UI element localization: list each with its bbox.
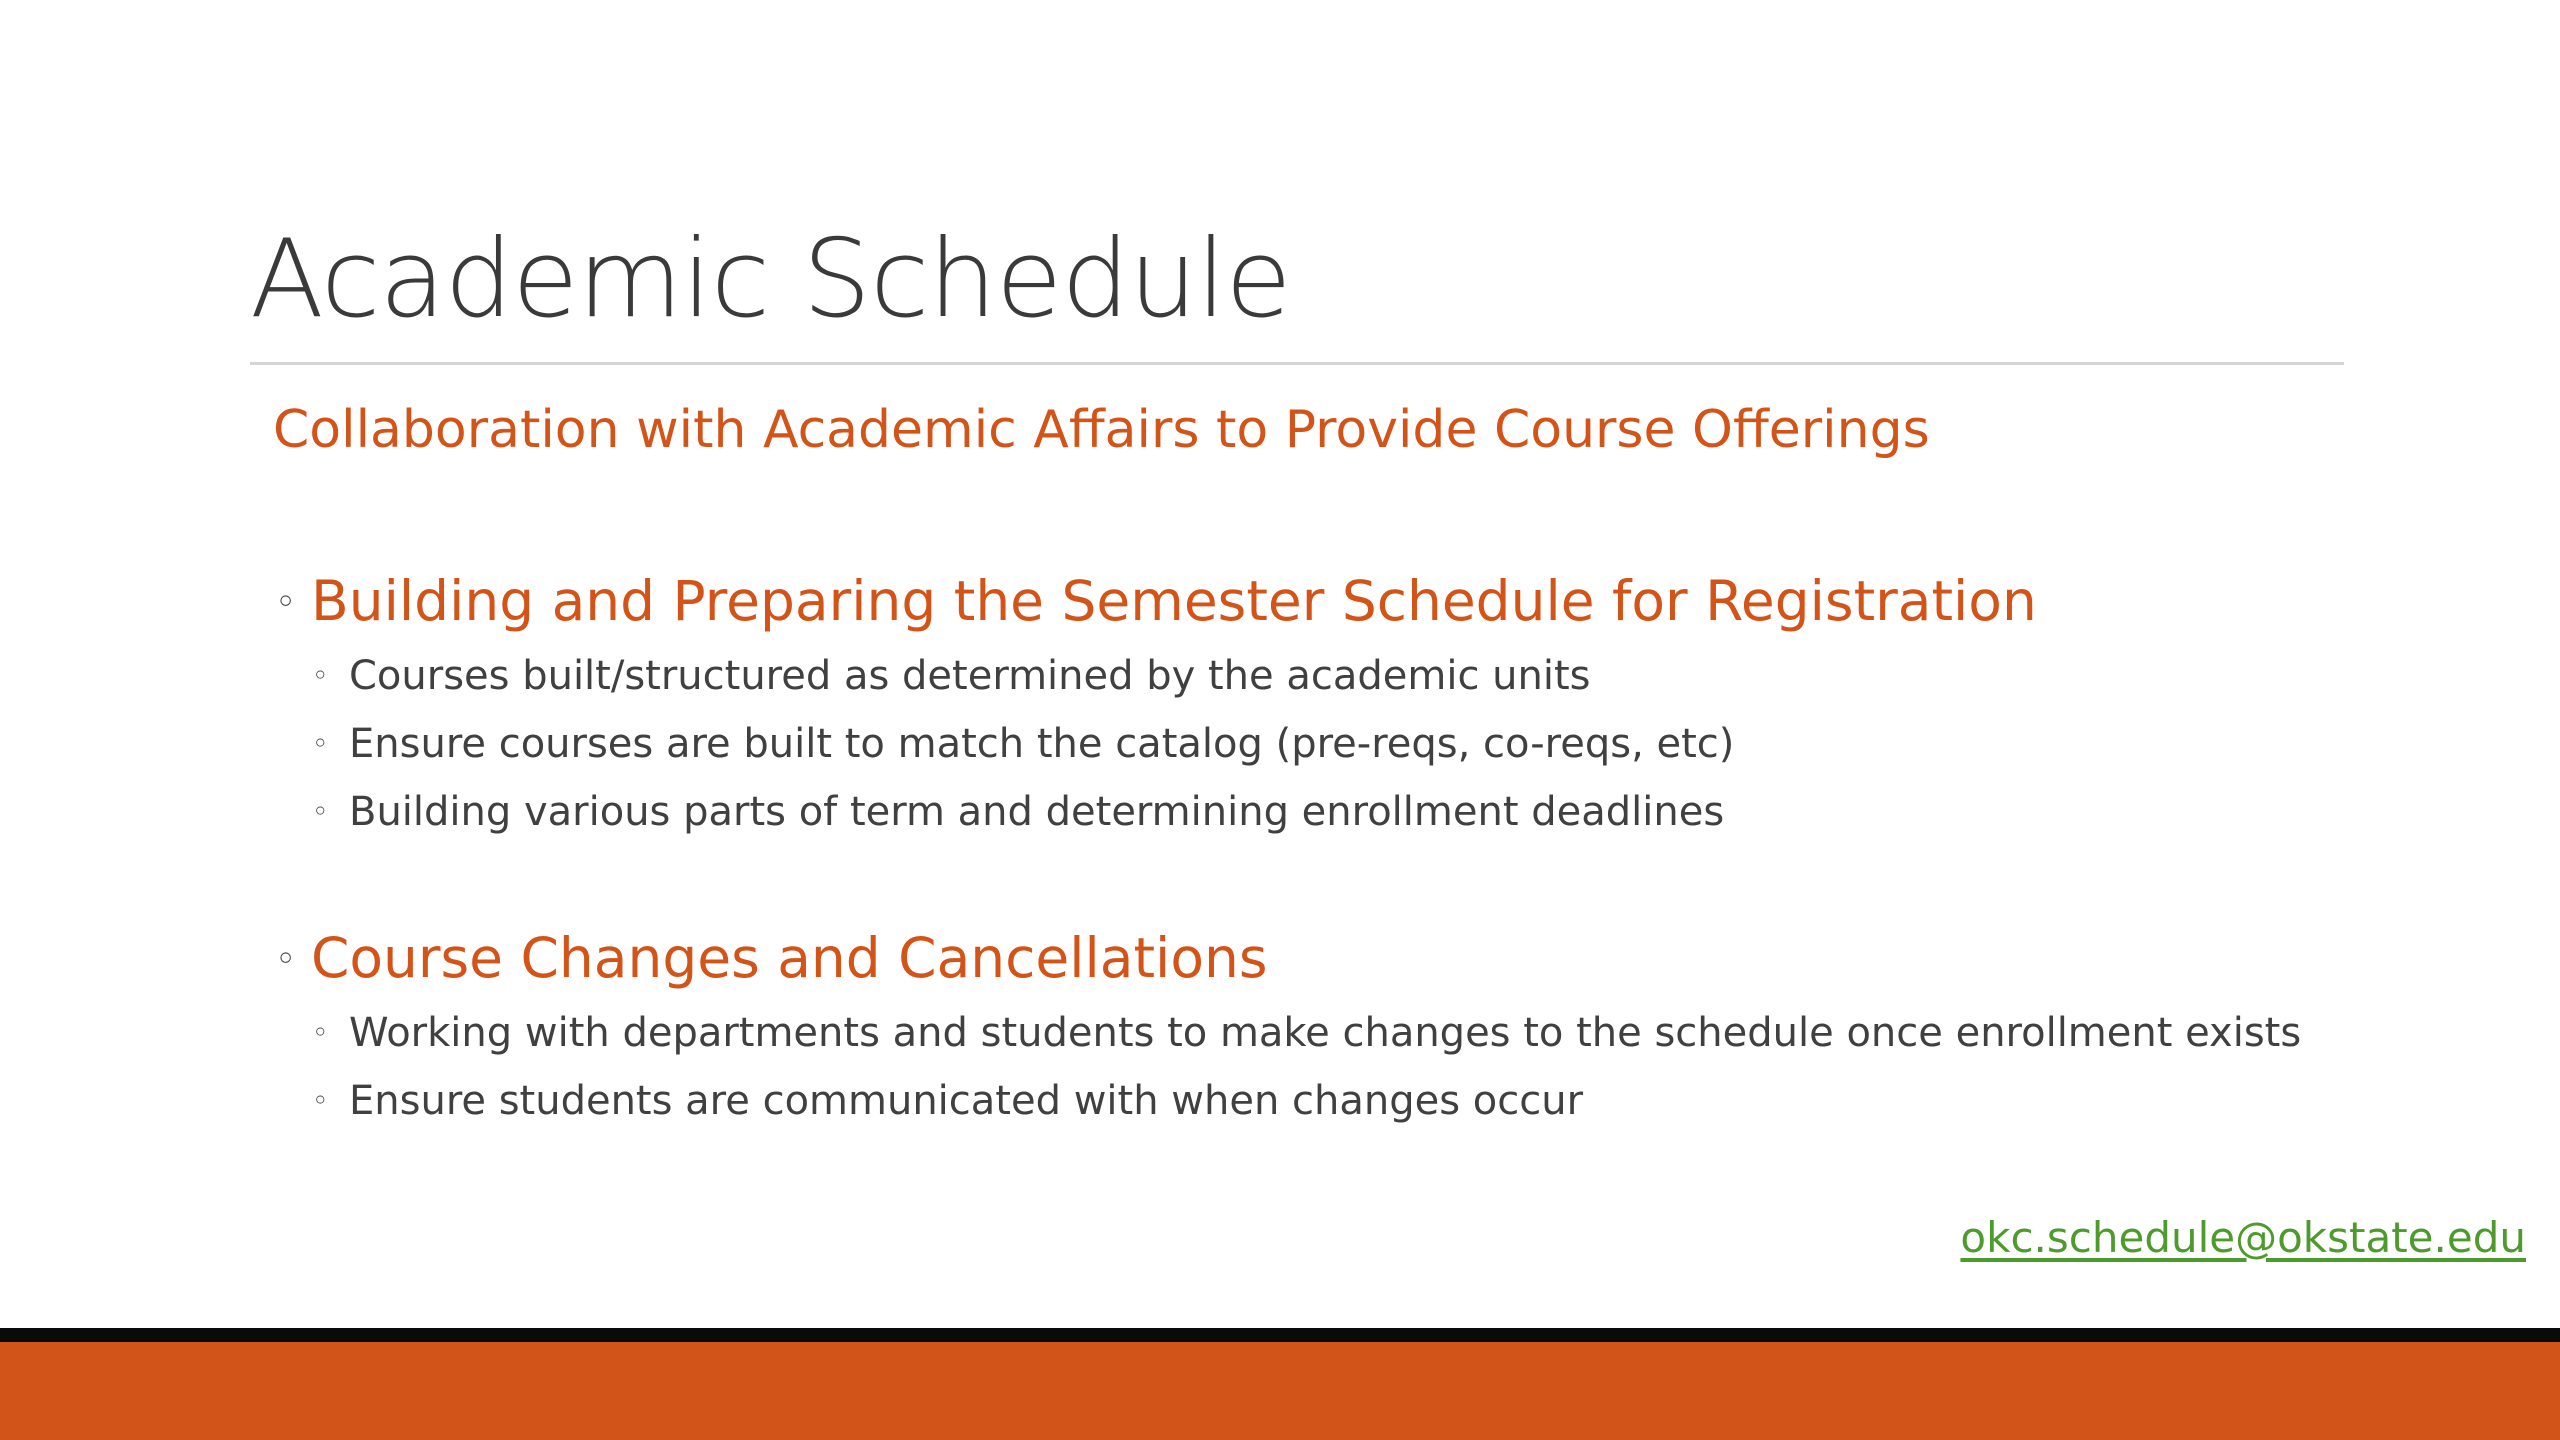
contact-email-link[interactable]: okc.schedule@okstate.edu [1960,1213,2526,1262]
footer-black-stripe [0,1328,2560,1342]
bullet-marker-icon: ◦ [312,1016,329,1049]
list-item-text: Ensure courses are built to match the catalog (pre-reqs, co-reqs, etc) [349,721,1735,767]
list-item [312,648,1590,704]
list-item-text: Courses built/structured as determined by the academic units [349,653,1591,699]
list-item [312,1073,1583,1129]
section-heading-text: Building and Preparing the Semester Schedule for Registration [311,569,2037,633]
bullet-marker-icon: ◦ [312,659,329,692]
bullet-marker-icon: ◦ [312,795,329,828]
title-divider [250,362,2344,365]
list-item [312,716,1734,772]
list-item-text: Ensure students are communicated with when changes occur [349,1078,1584,1124]
bullet-marker-icon: ◦ [275,582,297,623]
list-item [312,1005,2301,1061]
list-item [312,784,1724,840]
section-heading-schedule-building [275,564,2037,640]
section-heading-course-changes [275,921,1267,997]
slide-title: Academic Schedule [250,217,1291,342]
list-item-text: Building various parts of term and determining enrollment deadlines [349,789,1725,835]
bullet-marker-icon: ◦ [312,727,329,760]
section-heading-text: Course Changes and Cancellations [311,926,1268,990]
footer-orange-band [0,1342,2560,1440]
slide-subtitle: Collaboration with Academic Affairs to Provide Course Offerings [273,400,1930,460]
list-item-text: Working with departments and students to make changes to the schedule once enrollment exists [349,1010,2302,1056]
bullet-marker-icon: ◦ [312,1084,329,1117]
bullet-marker-icon: ◦ [275,939,297,980]
